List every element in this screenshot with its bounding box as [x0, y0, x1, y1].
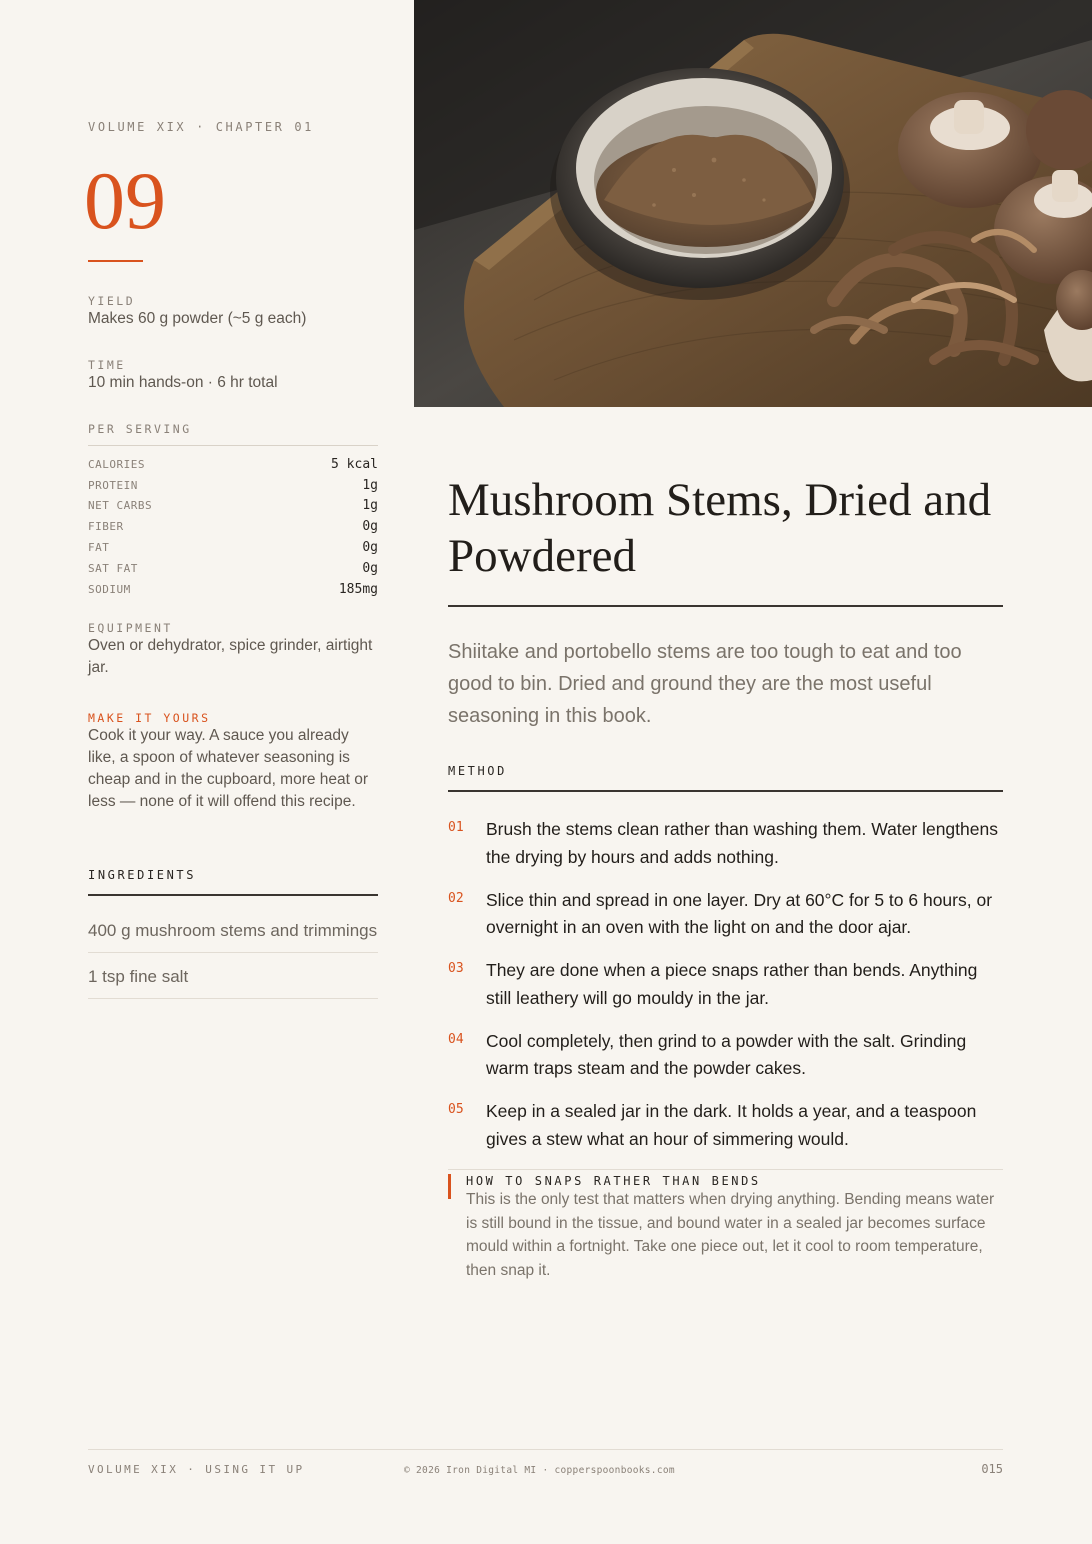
recipe-lede: Shiitake and portobello stems are too tough to eat and too good to bin. Dried and ground they are the most useful seasoning in this book.	[448, 641, 962, 727]
nutrition-value: 0g	[362, 540, 378, 556]
step-number: 04	[448, 1031, 464, 1047]
hero-photo	[414, 0, 1092, 407]
mushroom-powder-image	[414, 0, 1092, 407]
title-divider	[448, 605, 1003, 607]
equipment-label: EQUIPMENT	[88, 621, 173, 635]
method-steps	[448, 816, 1003, 1169]
page-number: 015	[981, 1462, 1003, 1476]
nutrition-row	[88, 475, 378, 496]
nutrition-label: FIBER	[88, 520, 124, 534]
footer-divider	[88, 1449, 1003, 1450]
nutrition-row	[88, 579, 378, 600]
method-step	[448, 887, 1003, 958]
nutrition-value: 185mg	[338, 581, 378, 597]
time-label: TIME	[88, 358, 126, 372]
step-text: Cool completely, then grind to a powder with the salt. Grinding warm traps steam and the powder cakes.	[486, 1030, 967, 1078]
step-text: Brush the stems clean rather than washing them. Water lengthens the drying by hours and adds nothing.	[486, 819, 998, 867]
nutrition-value: 1g	[362, 498, 378, 514]
make-it-yours-label: MAKE IT YOURS	[88, 711, 211, 725]
step-number: 05	[448, 1102, 464, 1117]
tip-callout	[448, 1174, 1003, 1283]
footer-volume: VOLUME XIX · USING IT UP	[88, 1463, 305, 1476]
nutrition-label: SAT FAT	[88, 561, 138, 575]
nutrition-row	[88, 537, 378, 558]
recipe-number: 09	[84, 155, 166, 246]
method-step	[448, 816, 1003, 887]
yield-block	[88, 294, 378, 330]
step-text: Slice thin and spread in one layer. Dry at 60°C for 5 to 6 hours, or overnight in an oven with the light on and the door ajar.	[486, 889, 993, 937]
tip-accent-bar	[448, 1174, 451, 1199]
method-heading: METHOD	[448, 764, 507, 778]
nutrition-value: 0g	[362, 560, 378, 576]
volume-kicker: VOLUME XIX · CHAPTER 01	[88, 120, 314, 134]
tip-divider	[448, 1169, 1003, 1170]
nutrition-row	[88, 516, 378, 537]
tip-body: This is the only test that matters when drying anything. Bending means water is still bound in the tissue, and bound water in a sealed jar becomes surface mould within a fortnight. Take one piece out, let it cool to room temperature, then snap it.	[466, 1191, 995, 1280]
nutrition-label: CALORIES	[88, 457, 145, 471]
step-text: They are done when a piece snaps rather than bends. Anything still leathery will go mouldy in the jar.	[486, 960, 978, 1008]
equipment-block	[88, 621, 378, 679]
method-divider	[448, 790, 1003, 792]
method-step	[448, 1098, 1003, 1169]
ingredient-item: 400 g mushroom stems and trimmings	[88, 896, 378, 953]
step-number: 01	[448, 820, 464, 835]
ingredients-block	[88, 868, 378, 999]
time-block	[88, 358, 378, 394]
nutrition-row	[88, 558, 378, 579]
method-step	[448, 1028, 1003, 1099]
equipment-value: Oven or dehydrator, spice grinder, airtight jar.	[88, 637, 373, 676]
tip-heading: HOW TO SNAPS RATHER THAN BENDS	[466, 1174, 761, 1188]
nutrition-label: SODIUM	[88, 582, 131, 596]
accent-divider	[88, 260, 143, 262]
nutrition-divider	[88, 445, 378, 446]
nutrition-value: 0g	[362, 519, 378, 535]
time-value: 10 min hands-on · 6 hr total	[88, 374, 278, 391]
ingredient-item: 1 tsp fine salt	[88, 953, 378, 999]
nutrition-label: NET CARBS	[88, 499, 153, 513]
step-text: Keep in a sealed jar in the dark. It holds a year, and a teaspoon gives a stew what an hour of simmering would.	[486, 1101, 977, 1149]
nutrition-table	[88, 454, 378, 600]
method-step	[448, 957, 1003, 1028]
nutrition-block	[88, 422, 378, 600]
nutrition-value: 5 kcal	[331, 456, 378, 472]
yield-label: YIELD	[88, 294, 136, 308]
make-it-yours-block	[88, 711, 378, 813]
footer-copyright: © 2026 Iron Digital MI · copperspoonbooks.com	[404, 1465, 675, 1476]
make-it-yours-text: Cook it your way. A sauce you already like, a spoon of whatever seasoning is cheap and in the cupboard, more heat or less — none of it will offend this recipe.	[88, 727, 369, 810]
step-number: 03	[448, 961, 464, 976]
nutrition-row	[88, 496, 378, 517]
nutrition-label: FAT	[88, 541, 110, 555]
per-serving-label: PER SERVING	[88, 422, 192, 436]
recipe-title: Mushroom Stems, Dried and Powdered	[448, 474, 992, 582]
nutrition-row	[88, 454, 378, 475]
nutrition-value: 1g	[362, 477, 378, 493]
yield-value: Makes 60 g powder (~5 g each)	[88, 310, 307, 327]
step-number: 02	[448, 890, 464, 906]
ingredients-heading: INGREDIENTS	[88, 868, 197, 882]
nutrition-label: PROTEIN	[88, 478, 138, 492]
